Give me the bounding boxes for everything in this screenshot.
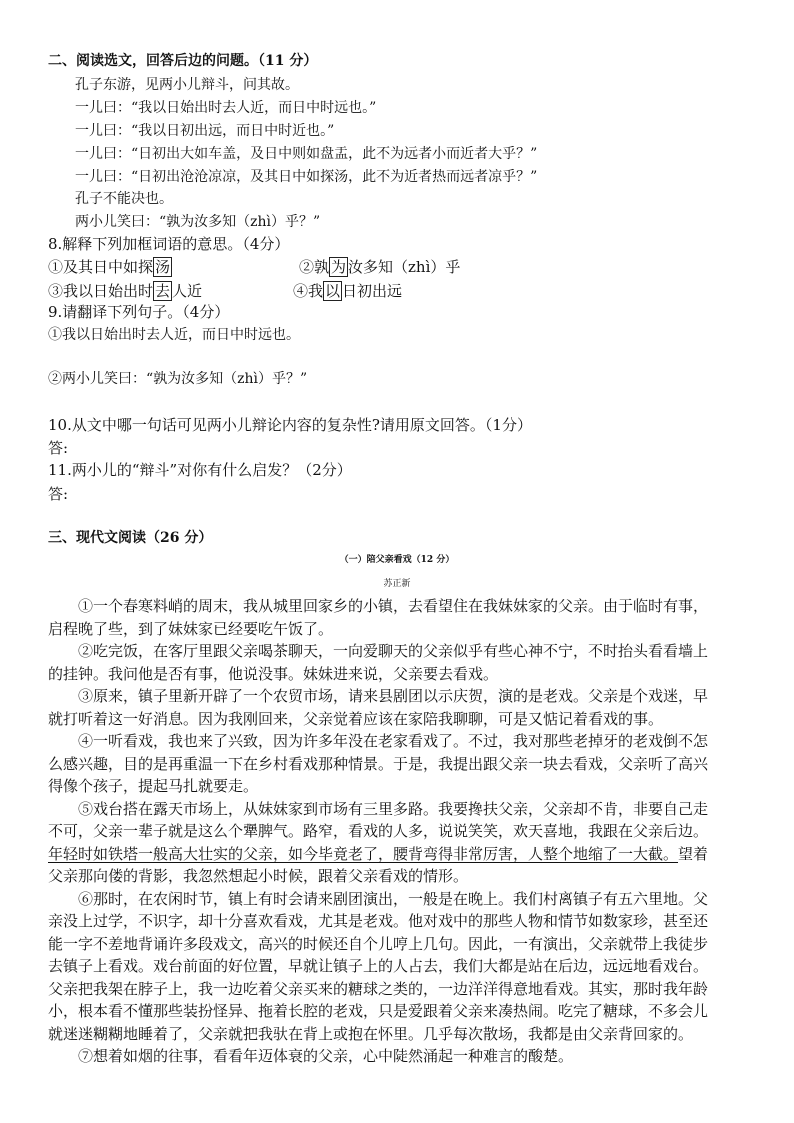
article-line: 去镇子上看戏。戏台前面的好位置，早就让镇子上的人占去，我们大都是站在后边，远远地看戏台。 [48,957,709,975]
article-line: 么感兴趣，目的是再重温一下在乡村看戏那种情景。于是，我提出跟父亲一块去看戏，父亲听了高兴 [48,755,709,773]
item-text: ④我 [293,282,324,300]
question-9-item-1: ①我以日始出时去人近，而日中时远也。 [48,327,300,343]
article-line: ⑥那时，在农闲时节，镇上有时会请来剧团演出，一般是在晚上。我们村离镇子有五六里地。父 [78,890,709,908]
question-8-title: 8.解释下列加框词语的意思。（4分） [48,235,290,253]
article-line: 就迷迷糊糊地睡着了，父亲就把我驮在背上或抱在怀里。几乎每次散场，我都是由父亲背回家的。 [48,1025,694,1043]
article-line: 得像个孩子，提起马扎就要走。 [48,777,259,795]
passage-line: 一儿曰：“我以日始出时去人近，而日中时远也。” [75,100,377,116]
article-line: ①一个春寒料峭的周末，我从城里回家乡的小镇，去看望住在我妹妹家的父亲。由于临时有事， [78,597,709,615]
boxed-word: 为 [331,258,347,276]
question-11-title: 11.两小儿的“辩斗”对你有什么启发？（2分） [48,461,352,479]
article-title: （一）陪父亲看戏（12 分） [339,555,455,565]
article-line: ③原来，镇子里新开辟了一个农贸市场，请来县剧团以示庆贺，演的是老戏。父亲是个戏迷，早 [78,687,709,705]
article-line: ②吃完饭，在客厅里跟父亲喝茶聊天，一向爱聊天的父亲似乎有些心神不宁，不时抬头看看墙上 [78,642,709,660]
item-text: ②孰 [299,258,330,276]
boxed-word: 汤 [155,258,171,276]
question-9-item-2: ②两小儿笑曰：“孰为汝多知（zhì）乎？” [48,371,308,387]
item-text: 人近 [172,282,203,300]
article-line: 亲没上过学，不识字，却十分喜欢看戏，尤其是老戏。他对戏中的那些人物和情节如数家珍，甚至还 [48,912,709,930]
article-line: 父亲那向偻的背影，我忽然想起小时候，跟着父亲看戏的情形。 [48,867,469,885]
passage-line: 孔子东游，见两小儿辩斗，问其故。 [75,77,299,93]
section2-heading: 二、阅读选文，回答后边的问题。（11 分） [48,53,318,69]
item-text: 日初出远 [342,282,403,300]
boxed-word: 以 [325,282,341,300]
question-9-title: 9.请翻译下列句子。（4分） [48,303,230,321]
article-line-underlined [48,844,708,864]
article-line: 能一字不差地背诵许多段戏文，高兴的时候还自个儿哼上几句。因此，一有演出，父亲就带上我徒步 [48,935,709,953]
question-10-answer: 答: [48,439,69,457]
item-text: ①及其日中如探 [48,258,154,276]
article-line: 不可，父亲一辈子就是这么个犟脾气。路窄，看戏的人多，说说笑笑，欢天喜地，我跟在父亲后边。 [48,822,709,840]
boxed-word: 去 [155,282,171,300]
article-line: 就打听着这一好消息。因为我刚回来，父亲觉着应该在家陪我聊聊，可是又惦记着看戏的事。 [48,710,664,728]
passage-line: 一儿曰：“日初出沧沧凉凉，及其日中如探汤，此不为近者热而远者凉乎？” [75,169,538,185]
section3-heading: 三、现代文阅读（26 分） [48,530,213,546]
passage-line: 一儿曰：“日初出大如车盖，及日中则如盘盂，此不为远者小而近者大乎？” [75,146,538,162]
passage-line: 一儿曰：“我以日初出远，而日中时近也。” [75,123,335,139]
question-8-item-4 [293,281,402,301]
line-tail: 望着 [678,845,709,863]
underlined-sentence: 年轻时如铁塔一般高大壮实的父亲，如今毕竟老了，腰背弯得非常厉害，人整个地缩了一大截。 [48,845,679,863]
passage-line: 孔子不能决也。 [75,191,173,207]
question-8-item-2 [299,257,460,277]
question-8-item-1 [48,257,172,277]
item-text: ③我以日始出时 [48,282,154,300]
article-line: 启程晚了些，到了妹妹家已经要吃午饭了。 [48,620,334,638]
item-text: 汝多知（zhì）乎 [348,258,461,276]
article-author: 苏正新 [383,579,411,589]
question-10-title: 10.从文中哪一句话可见两小儿辩论内容的复杂性?请用原文回答。（1分） [48,416,532,434]
article-line: ④一听看戏，我也来了兴致，因为许多年没在老家看戏了。不过，我对那些老掉牙的老戏倒不怎 [78,732,709,750]
article-line: ⑤戏台搭在露天市场上，从妹妹家到市场有三里多路。我要搀扶父亲，父亲却不肯，非要自己走 [78,800,709,818]
article-line: 父亲把我架在脖子上，我一边吃着父亲买来的糖球之类的，一边洋洋得意地看戏。其实，那时我年龄 [48,980,709,998]
article-line: 的挂钟。我问他是否有事，他说没事。妹妹进来说，父亲要去看戏。 [48,665,499,683]
article-line: 小，根本看不懂那些装扮怪异、拖着长腔的老戏，只是爱跟着父亲来凑热闹。吃完了糖球，不多会儿 [48,1002,709,1020]
passage-line: 两小儿笑曰：“孰为汝多知（zhì）乎？” [75,214,321,230]
article-line: ⑦想着如烟的往事，看看年迈体衰的父亲，心中陡然涌起一种难言的酸楚。 [78,1047,574,1065]
question-11-answer: 答: [48,485,69,503]
question-8-item-3 [48,281,202,301]
